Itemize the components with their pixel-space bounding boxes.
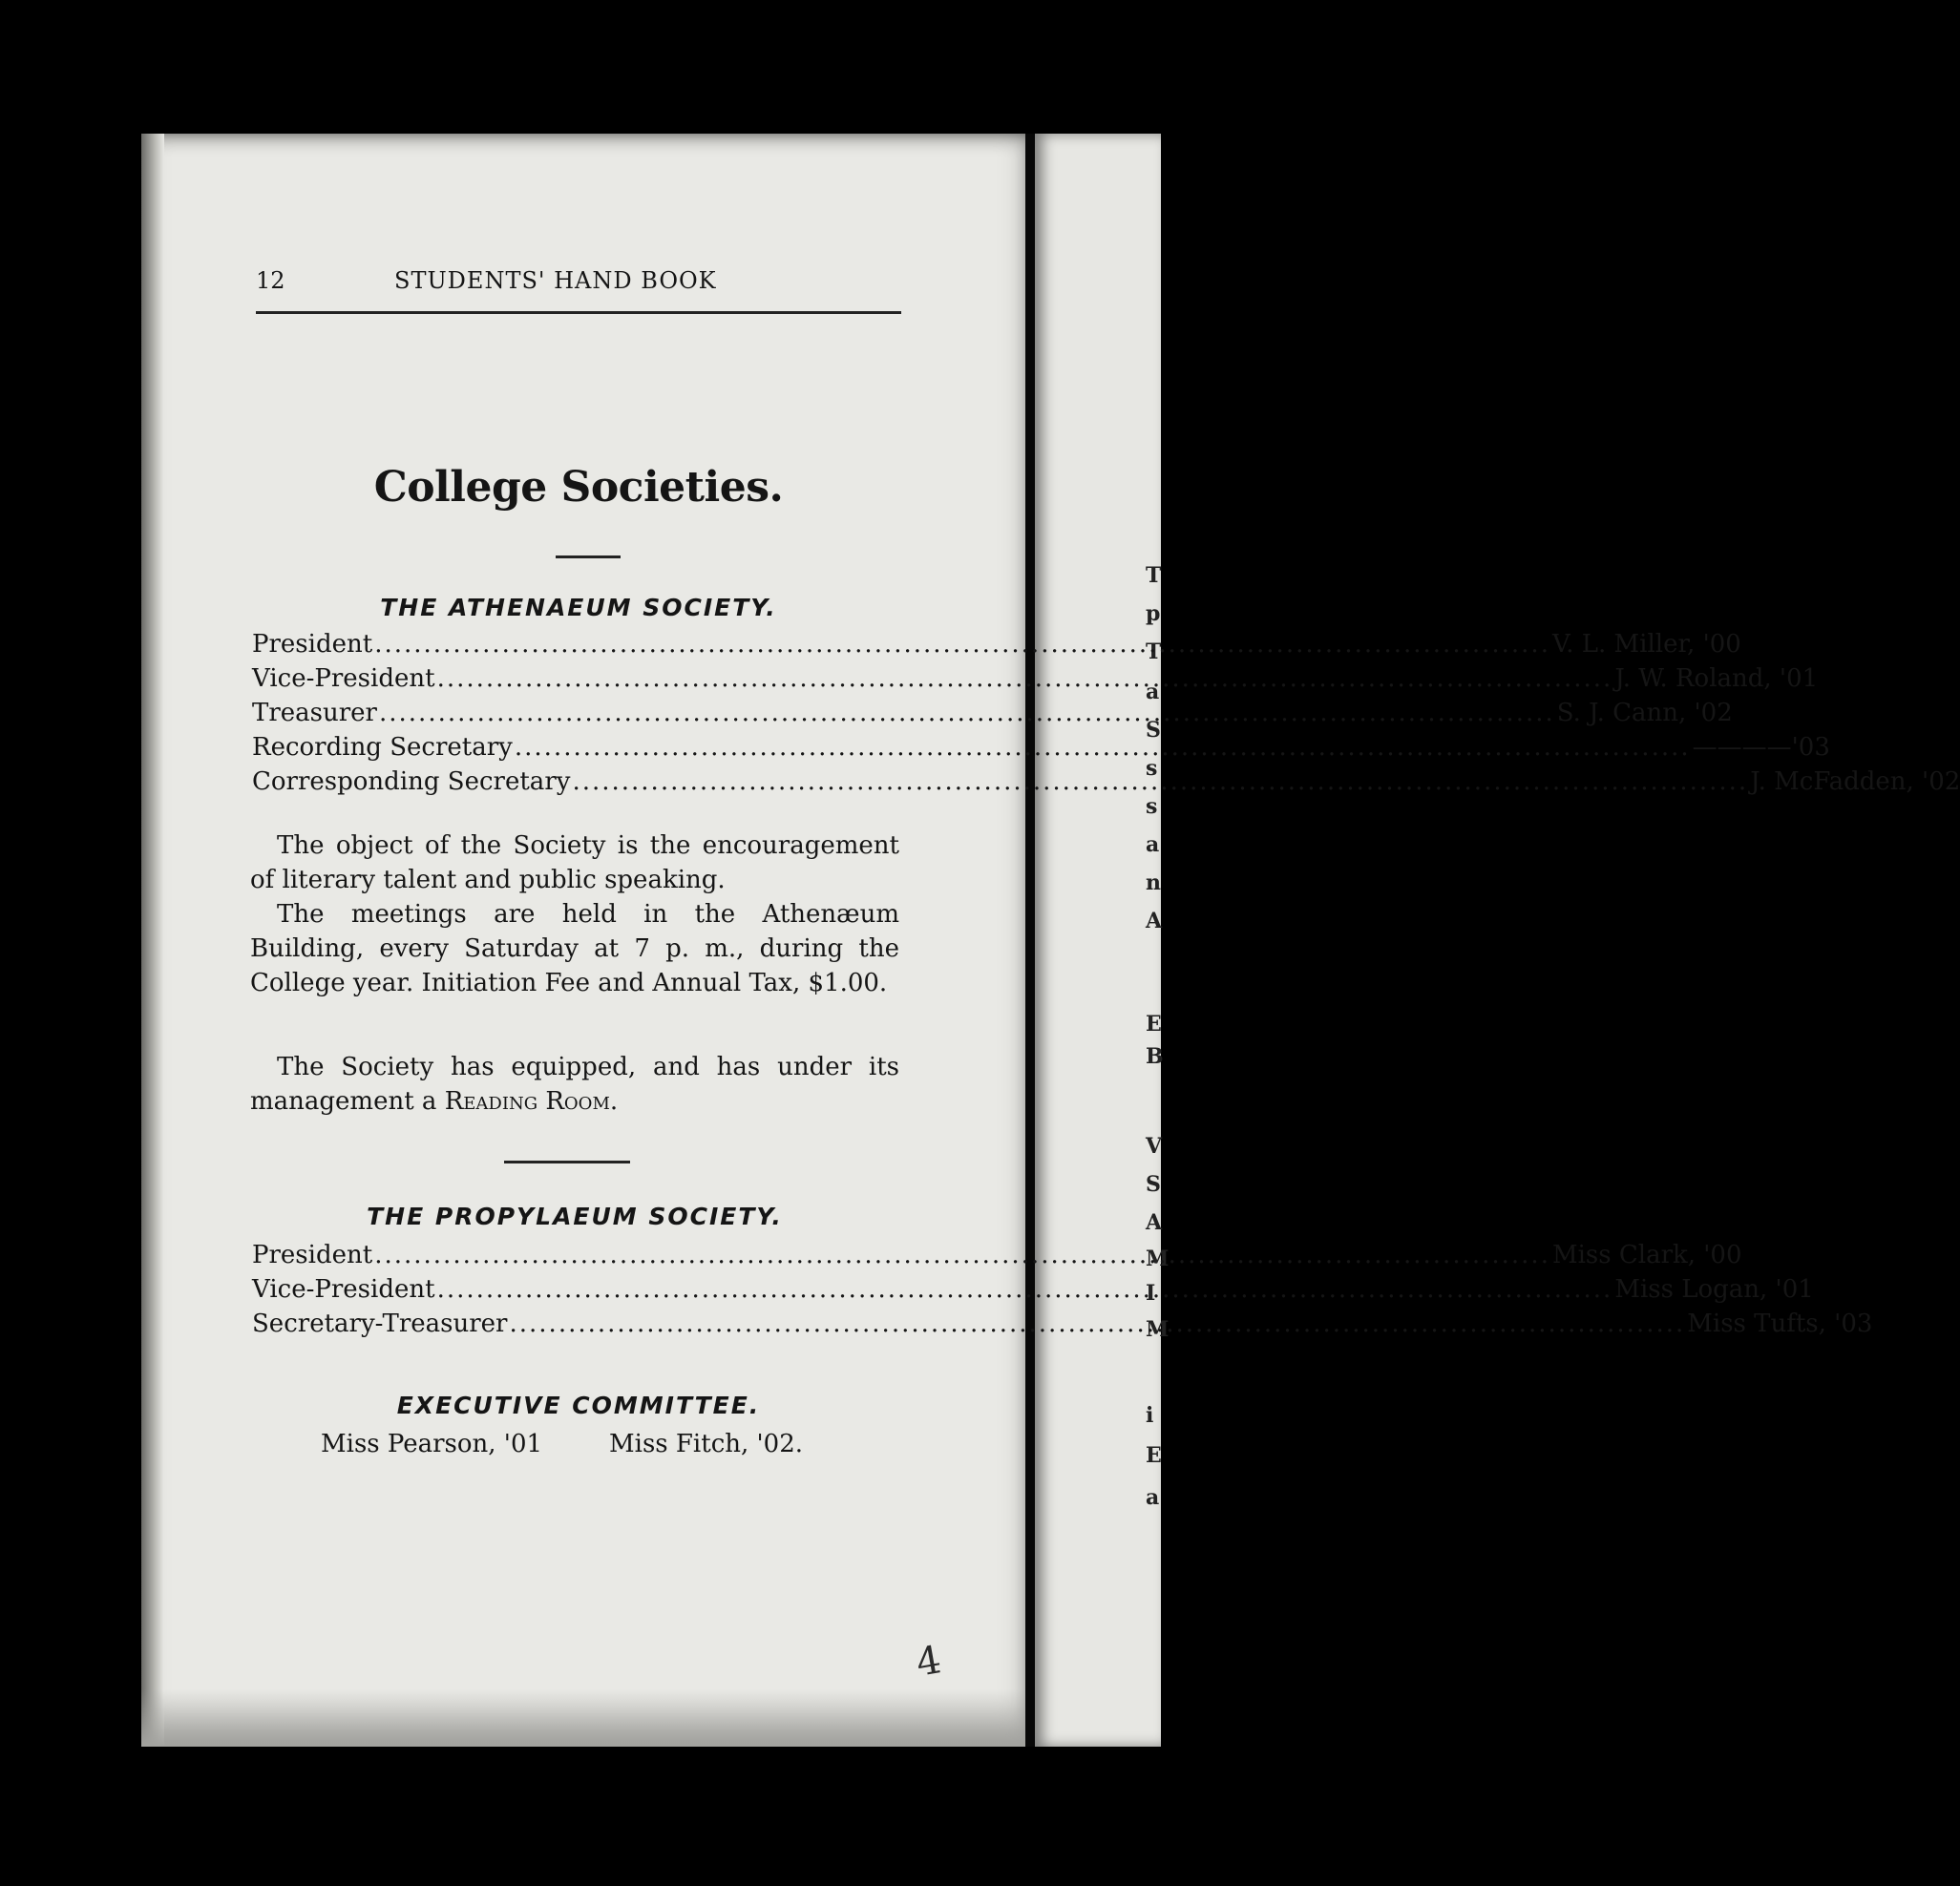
officer-row [252,699,1733,733]
officer-name: Miss Tufts, '03 [1687,1310,1873,1338]
pencil-annotation: 4 [913,1638,945,1686]
title-divider [556,555,621,558]
officer-role: Recording Secretary [252,733,513,762]
facing-page-letter: E [1146,1443,1162,1468]
officer-role: President [252,1241,373,1269]
executive-committee-heading: EXECUTIVE COMMITTEE. [396,1392,761,1419]
facing-page-letter: T [1146,563,1162,588]
facing-page-letter: A [1146,909,1163,933]
athenaeum-meetings-paragraph: The meetings are held in the Athenæum Building, every Saturday at 7 p. m., during the College year. Initiation Fee and Annual Tax, $1.00. [250,900,899,997]
facing-page [1035,134,1161,1747]
page-title: College Societies. [373,463,784,512]
athenaeum-object-paragraph: The object of the Society is the encouragement of literary talent and public speaking. [250,831,899,894]
facing-page-letter: s [1146,756,1158,781]
header-rule [256,311,901,314]
section-divider [504,1161,630,1163]
officer-row [252,1310,1873,1344]
athenaeum-heading: THE ATHENAEUM SOCIETY. [380,594,777,621]
officer-row [252,664,1819,699]
officer-row [252,1275,1814,1310]
facing-page-letter: E [1146,1012,1162,1037]
facing-page-letter: M [1146,1317,1170,1342]
officer-role: Vice-President [252,664,435,693]
reading-room-label: Reading Room. [444,1087,619,1116]
facing-page-letter: V [1146,1134,1163,1159]
facing-page-letter: T [1146,639,1162,664]
officer-role: Secretary-Treasurer [252,1310,508,1338]
officer-row [252,1241,1742,1275]
officer-name: J. McFadden, '02 [1750,767,1960,796]
facing-page-letter: I [1146,1281,1156,1306]
facing-page-letter: A [1146,1210,1163,1235]
committee-member: Miss Pearson, '01 [321,1430,543,1458]
propylaeum-heading: THE PROPYLAEUM SOCIETY. [367,1203,783,1230]
facing-page-letter: S [1146,1172,1161,1197]
facing-page-letter: S [1146,718,1161,743]
book-title: STUDENTS' HAND BOOK [394,267,717,294]
officer-name: J. W. Roland, '01 [1614,664,1819,693]
committee-member: Miss Fitch, '02. [609,1430,804,1458]
facing-page-letter: a [1146,1485,1160,1510]
officer-row [252,767,1960,802]
facing-page-letter: p [1146,601,1161,626]
officer-role: Vice-President [252,1275,435,1304]
officer-name: Miss Logan, '01 [1614,1275,1814,1304]
athenaeum-reading-room-paragraph: The Society has equipped, and has under its management a Reading Room. [250,1053,899,1116]
officer-role: Corresponding Secretary [252,767,571,796]
officer-role: President [252,630,373,659]
officer-name: Miss Clark, '00 [1551,1241,1742,1269]
facing-page-letter: n [1146,870,1161,895]
officer-name: ————'03 [1692,733,1830,762]
page-number: 12 [256,267,285,294]
officer-name: V. L. Miller, '00 [1551,630,1741,659]
propylaeum-officers [252,1241,1873,1344]
officer-name: S. J. Cann, '02 [1556,699,1733,727]
officer-role: Treasurer [252,699,377,727]
facing-page-letter: a [1146,832,1160,857]
running-head [256,267,901,300]
athenaeum-officers [252,630,1960,802]
facing-page-letter: a [1146,680,1160,704]
book-gutter [1025,134,1035,1747]
facing-page-letter: M [1146,1247,1170,1271]
facing-page-letter: s [1146,794,1158,819]
officer-row [252,630,1741,664]
facing-page-letter: i [1146,1403,1154,1428]
officer-row [252,733,1830,767]
facing-page-letter: B [1146,1044,1164,1069]
